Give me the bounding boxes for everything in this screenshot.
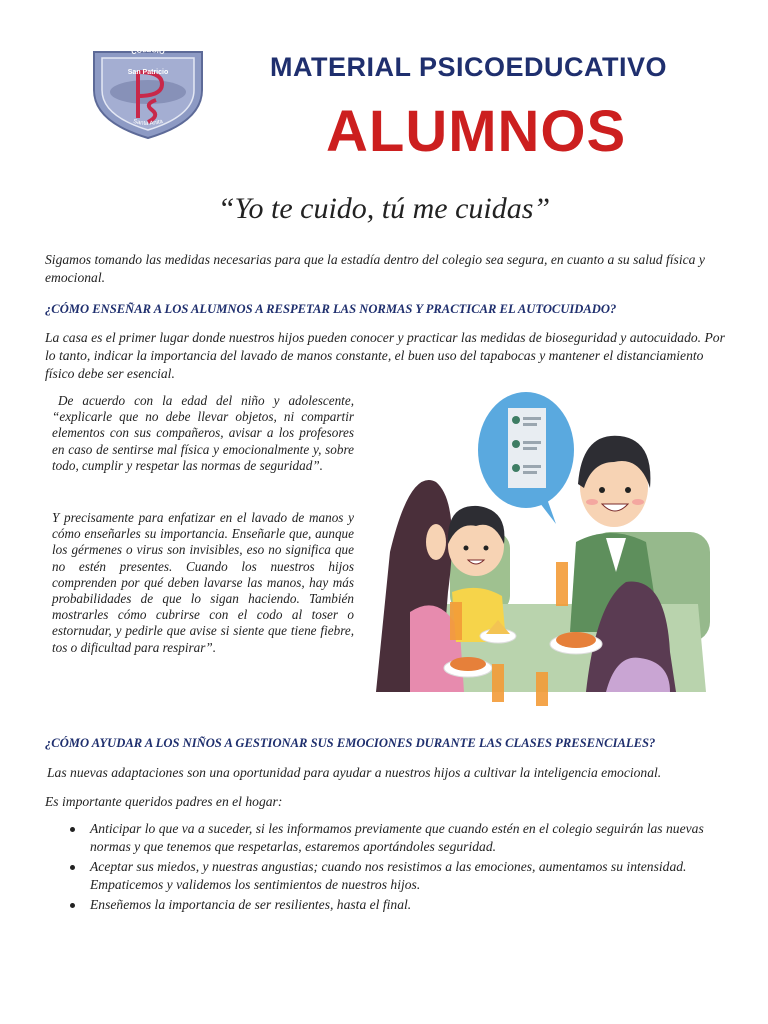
family-meal-illustration bbox=[370, 392, 718, 710]
section1-paragraph2: De acuerdo con la edad del niño y adolescente, “explicarle que no debe llevar objetos, ni compartir elementos con sus compañeros, avisar a los profesores en caso de sentirse mal física y emocionalmente y, sobre todo, cumplir y respetar las normas de seguridad”. bbox=[52, 393, 354, 473]
logo-ring-top: COLEGIO bbox=[130, 46, 166, 57]
bullet-icon bbox=[70, 903, 75, 908]
header-title: MATERIAL PSICOEDUCATIVO bbox=[270, 52, 668, 82]
list-item: Anticipar lo que va a suceder, si les informamos previamente que cuando estén en el colegio seguirán las nuevas normas y que tenemos que respetarlas, estaremos aportándoles seguridad. bbox=[64, 820, 724, 856]
logo-ring-mid: San Patricio bbox=[127, 69, 169, 76]
logo-ring-bottom: Santa Anita bbox=[132, 118, 164, 128]
section2-paragraph1: Las nuevas adaptaciones son una oportunidad para ayudar a nuestros hijos a cultivar la inteligencia emocional. bbox=[47, 765, 662, 780]
section1-paragraph3: Y precisamente para enfatizar en el lavado de manos y cómo enseñarles su importancia. Enseñarle que, aunque los gérmenes o virus son invisibles, eso no significa que no estén presentes. Cuando los nuestros hijos comprenden por qué deben lavarse las manos, hay más probabilidades de que lo sigan haciendo. También mostrarles cómo cubrirse con el codo al toser o estornudar, y pedirle que avise si siente que tiene fiebre, tos o dificultad para respirar”. bbox=[52, 510, 354, 655]
tips-list bbox=[64, 820, 724, 916]
school-logo bbox=[86, 44, 210, 140]
section2-question: ¿CÓMO AYUDAR A LOS NIÑOS A GESTIONAR SUS EMOCIONES DURANTE LAS CLASES PRESENCIALES? bbox=[45, 736, 656, 750]
section1-question: ¿CÓMO ENSEÑAR A LOS ALUMNOS A RESPETAR LAS NORMAS Y PRACTICAR EL AUTOCUIDADO? bbox=[45, 302, 617, 316]
motto: “Yo te cuido, tú me cuidas” bbox=[217, 192, 551, 225]
section2-paragraph2: Es importante queridos padres en el hogar: bbox=[45, 794, 283, 809]
section1-paragraph1: La casa es el primer lugar donde nuestros hijos pueden conocer y practicar las medidas de bioseguridad y autocuidado. Por lo tanto, indicar la importancia del lavado de manos constante, el buen uso del tapabocas y mantener el distanciamiento físico debe ser esencial. bbox=[45, 330, 725, 381]
bullet-icon bbox=[70, 865, 75, 870]
header-subtitle: ALUMNOS bbox=[326, 99, 627, 164]
list-item: Enseñemos la importancia de ser resilientes, hasta el final. bbox=[64, 896, 724, 914]
list-item: Aceptar sus miedos, y nuestras angustias; cuando nos resistimos a las emociones, aumentamos su intensidad. Empaticemos y validemos los sentimientos de nuestros hijos. bbox=[64, 858, 724, 894]
bullet-icon bbox=[70, 827, 75, 832]
intro-paragraph: Sigamos tomando las medidas necesarias para que la estadía dentro del colegio sea segura, en cuanto a su salud física y emocional. bbox=[45, 252, 705, 285]
